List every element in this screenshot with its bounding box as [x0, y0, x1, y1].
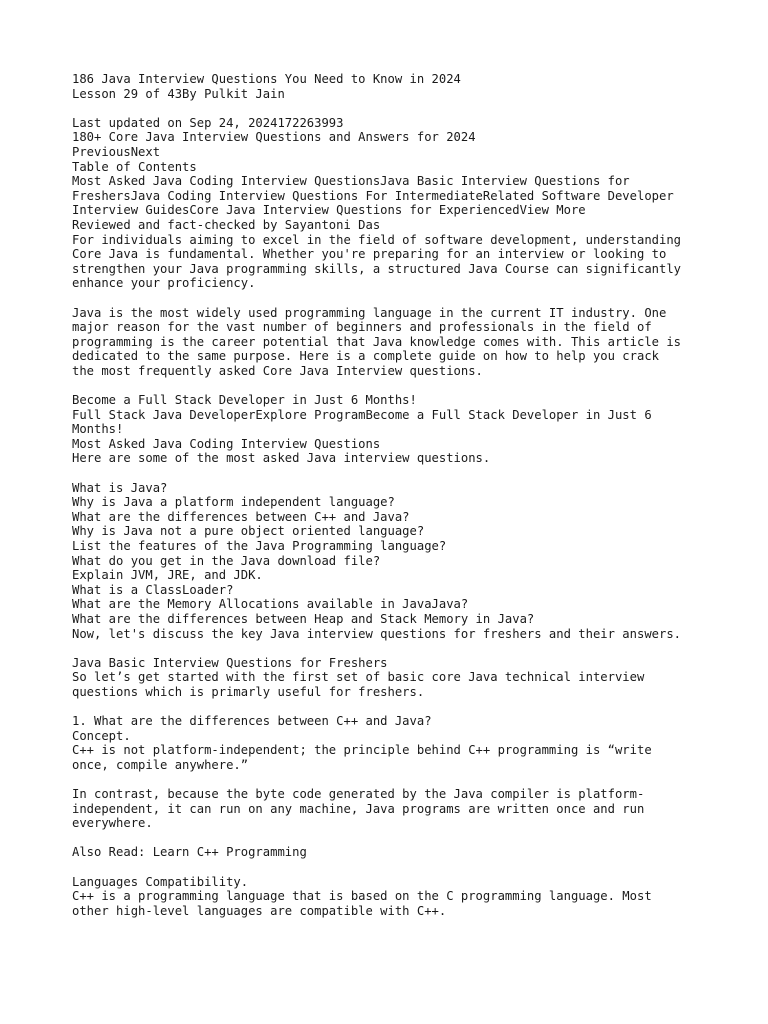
blank-line — [72, 700, 712, 715]
also-read-line: Also Read: Learn C++ Programming — [72, 845, 307, 860]
lesson-byline: Lesson 29 of 43By Pulkit Jain — [72, 86, 285, 101]
intro-paragraph-line: strengthen your Java programming skills, a structured Java Course can significantly — [72, 261, 682, 276]
section-heading: Most Asked Java Coding Interview Questions — [72, 436, 381, 451]
promo-line: Full Stack Java DeveloperExplore ProgramBecome a Full Stack Developer in Just 6 — [72, 407, 652, 422]
answer-line: independent, it can run on any machine, Java programs are written once and run — [72, 801, 645, 816]
blank-line — [72, 860, 712, 875]
answer-line: everywhere. — [72, 816, 153, 831]
body-paragraph-line: dedicated to the same purpose. Here is a complete guide on how to help you crack — [72, 349, 659, 364]
answer-line: In contrast, because the byte code generated by the Java compiler is platform- — [72, 787, 645, 802]
promo-line: Become a Full Stack Developer in Just 6 Months! — [72, 393, 417, 408]
body-paragraph-line: major reason for the vast number of beginners and professionals in the field of — [72, 320, 652, 335]
question-list-item: What are the differences between Heap and Stack Memory in Java? — [72, 611, 535, 626]
toc-line: Interview GuidesCore Java Interview Questions for ExperiencedView More — [72, 203, 586, 218]
answer-line: other high-level languages are compatible with C++. — [72, 903, 447, 918]
body-paragraph-line: the most frequently asked Core Java Interview questions. — [72, 363, 483, 378]
intro-paragraph-line: For individuals aiming to excel in the field of software development, understanding — [72, 232, 682, 247]
question-heading: 1. What are the differences between C++ and Java? — [72, 714, 432, 729]
toc-line: FreshersJava Coding Interview Questions For IntermediateRelated Software Developer — [72, 188, 674, 203]
question-list-item: What are the Memory Allocations available in JavaJava? — [72, 597, 469, 612]
table-of-contents-heading: Table of Contents — [72, 159, 197, 174]
section-intro: Here are some of the most asked Java interview questions. — [72, 451, 491, 466]
intro-paragraph-line: Core Java is fundamental. Whether you're preparing for an interview or looking to — [72, 247, 667, 262]
transition-line: Now, let's discuss the key Java interview questions for freshers and their answers. — [72, 626, 682, 641]
toc-line: Most Asked Java Coding Interview QuestionsJava Basic Interview Questions for — [72, 174, 630, 189]
intro-paragraph-line: enhance your proficiency. — [72, 276, 256, 291]
blank-line — [72, 641, 712, 656]
blank-line — [72, 378, 712, 393]
question-list-item: Why is Java not a pure object oriented language? — [72, 524, 425, 539]
blank-line — [72, 831, 712, 846]
answer-line: C++ is not platform-independent; the principle behind C++ programming is “write — [72, 743, 652, 758]
blank-line — [72, 101, 712, 116]
document-page — [72, 72, 712, 918]
blank-line — [72, 466, 712, 481]
question-list-item: What is Java? — [72, 480, 168, 495]
answer-line: C++ is a programming language that is based on the C programming language. Most — [72, 889, 652, 904]
section-intro: questions which is primarly useful for freshers. — [72, 684, 425, 699]
blank-line — [72, 773, 712, 788]
previous-next-nav: PreviousNext — [72, 144, 161, 159]
blank-line — [72, 291, 712, 306]
section-heading: Java Basic Interview Questions for Freshers — [72, 655, 388, 670]
document-title: 186 Java Interview Questions You Need to Know in 2024 — [72, 72, 461, 86]
body-paragraph-line: Java is the most widely used programming language in the current IT industry. One — [72, 305, 667, 320]
question-list-item: What do you get in the Java download file? — [72, 553, 381, 568]
promo-line: Months! — [72, 422, 124, 437]
subheading: Languages Compatibility. — [72, 874, 249, 889]
question-list-item: What are the differences between C++ and Java? — [72, 509, 410, 524]
article-heading: 180+ Core Java Interview Questions and Answers for 2024 — [72, 130, 476, 145]
question-list-item: What is a ClassLoader? — [72, 582, 234, 597]
question-list-item: Explain JVM, JRE, and JDK. — [72, 568, 263, 583]
section-intro: So let’s get started with the first set of basic core Java technical interview — [72, 670, 645, 685]
body-paragraph-line: programming is the career potential that Java knowledge comes with. This article is — [72, 334, 682, 349]
question-list-item: List the features of the Java Programming language? — [72, 539, 447, 553]
subheading: Concept. — [72, 728, 131, 743]
answer-line: once, compile anywhere.” — [72, 757, 249, 772]
question-list-item: Why is Java a platform independent language? — [72, 495, 395, 510]
last-updated: Last updated on Sep 24, 2024172263993 — [72, 115, 344, 130]
reviewed-by: Reviewed and fact-checked by Sayantoni Das — [72, 217, 381, 232]
